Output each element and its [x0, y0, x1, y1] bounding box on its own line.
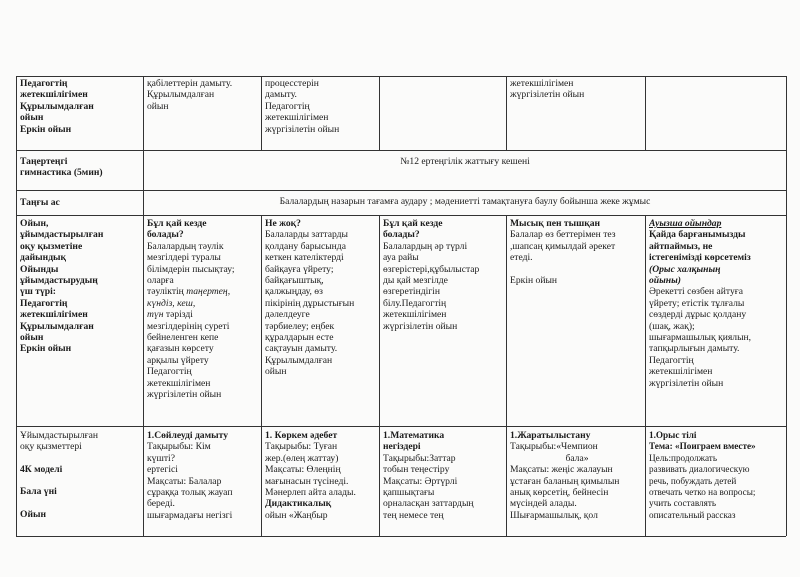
row1-label [20, 78, 140, 135]
text-line: байқауға үйрету; [265, 263, 334, 275]
text-line: үш түрі: [20, 286, 56, 298]
row1-col4 [510, 78, 642, 101]
text-line: арқылы үйрету [147, 354, 209, 366]
text-line: өзгеретіндігін [383, 286, 440, 298]
text-line: оқу қызметіне [20, 240, 83, 252]
text-line: тең немесе тең [383, 509, 444, 521]
table-border [261, 76, 262, 150]
text-line: ойын [20, 332, 44, 344]
table-border [645, 76, 646, 150]
table-border [261, 215, 262, 536]
text-line: береді. [147, 498, 175, 510]
row4-col4 [510, 218, 643, 286]
text-line [20, 475, 140, 486]
row4-label [20, 218, 140, 355]
text-line: Не жоқ? [265, 218, 301, 229]
text-line: Құрылымдалған [20, 100, 94, 112]
row1-col2 [265, 78, 377, 135]
text-line: Құрылымдалған [147, 89, 215, 101]
text-line: речь, побуждать детей [649, 475, 737, 486]
text-line: мезгілдерінің суреті [147, 320, 230, 332]
text-line: Тема: «Поиграем вместе» [649, 441, 756, 452]
row5-label [20, 430, 140, 520]
text-line: етеді. [510, 252, 533, 264]
row5-col3 [383, 430, 504, 521]
text-line: Бұл қай кезде [147, 218, 207, 229]
text-line: Тақырыбы: Туған [265, 441, 338, 453]
row5-col1 [147, 430, 260, 521]
text-line: жетекшілігімен [383, 309, 447, 321]
text-line: Құрылымдалған [265, 354, 333, 366]
text-line: айтпаймыз, не [649, 240, 713, 252]
text-line: 1.Жаратылыстану [510, 430, 591, 441]
text-line: 1.Математика [383, 430, 445, 441]
text-line: 1. Көркем әдебет [265, 430, 338, 441]
row5-col4 [510, 430, 644, 521]
row4-col3 [383, 218, 504, 332]
text-line: (Орыс халқының [649, 263, 721, 275]
text-line: ертегісі [147, 464, 178, 476]
text-run: тәрізді [163, 309, 193, 321]
text-line: жетекшілігімен [649, 366, 713, 378]
text-line: мағынасын түсінеді. [265, 475, 349, 487]
text-line: Әрекетті сөзбен айтуға [649, 286, 743, 298]
text-line: ұйымдастырылған [20, 229, 104, 241]
text-line: сақтауын дамыту. [265, 343, 338, 355]
text-line: ауа райы [383, 252, 419, 264]
text-line: пікірінің дұрыстығын [265, 297, 355, 309]
text-line: ,шапсаң қимылдай әрекет [510, 240, 616, 252]
text-line: істегенімізді көрсетеміз [649, 252, 751, 264]
text-line: бала» [565, 452, 589, 464]
text-line: жетекшілігімен [510, 78, 574, 89]
text-line: ойын [20, 112, 44, 124]
text-line: анық көрсетің, бейнесін [510, 487, 609, 499]
text-line: жетекшілігімен [20, 89, 88, 101]
text-line: описательный рассказ [649, 509, 736, 520]
text-line: Ойынды [20, 263, 59, 275]
text-line: күшті? [147, 452, 175, 464]
text-run: түн [147, 309, 164, 321]
text-line: білу.Педагогтің [383, 297, 447, 309]
text-line: тапқырлығын дамыту. [649, 343, 740, 355]
text-line: ұстаған баланың қимылын [510, 475, 620, 487]
text-line: ойыны) [649, 275, 681, 287]
table-border [786, 76, 787, 536]
text-line: қабілеттерін дамыту. [147, 78, 233, 89]
text-line: Ойын, [20, 218, 49, 229]
text-line: Тақырыбы: Кім [147, 441, 211, 453]
text-line: тобын теңестіру [383, 464, 450, 476]
text-line: Балаларды заттарды [265, 229, 348, 241]
text-line: Балалардың әр түрлі [383, 240, 468, 252]
table-border [16, 190, 786, 191]
text-line: Мақсаты: Әртүрлі [383, 475, 458, 487]
text-line: Мысық пен тышқан [510, 218, 601, 229]
text-line-mixed [147, 309, 260, 320]
text-line: Құрылымдалған [20, 320, 94, 332]
text-line: ұйымдастырудың [20, 275, 98, 287]
text-line: гимнастика (5мин) [20, 167, 103, 179]
text-line [20, 498, 140, 509]
text-line: Ұйымдастырылған [20, 430, 98, 441]
text-line: отвечать четко на вопросы; [649, 487, 756, 498]
text-line: Педагогтің [20, 78, 68, 89]
row1-col1 [147, 78, 259, 112]
text-line: ойын [265, 366, 287, 378]
text-line: қағазын көрсету [147, 343, 214, 355]
text-line: білімдерін пысықтау; [147, 263, 235, 275]
text-line: қалжыңдау, өз [265, 286, 323, 298]
text-line: Еркін ойын [20, 343, 72, 355]
text-line: Мақсаты: жеңіс жалауын [510, 464, 613, 476]
text-line: шығармадағы негізгі [147, 509, 233, 521]
row5-col5 [649, 430, 785, 521]
table-border [143, 76, 144, 536]
row5-col2 [265, 430, 377, 521]
text-line: дайындық [20, 252, 67, 264]
text-line: негіздері [383, 441, 421, 453]
table-border [16, 215, 786, 216]
text-line: Балалардың назарын тағамға аудару ; мәдениетті тамақтануға баулу бойынша жеке жұмыс [279, 196, 651, 207]
text-line: жетекшілігімен [20, 309, 88, 321]
row4-col2 [265, 218, 377, 378]
table-border [645, 215, 646, 536]
table-border [16, 426, 786, 427]
table-border [16, 76, 17, 536]
text-line: 1.Сөйлеуді дамыту [147, 430, 229, 441]
text-line: қапшықтағы [383, 487, 435, 499]
text-line: өзгерістері,құбылыстар [383, 263, 480, 275]
text-line: Педагогтің [20, 297, 68, 309]
text-line: Ойын [20, 508, 47, 520]
text-line: жетекшілігімен [265, 112, 329, 124]
text-line: Цель:продолжать [649, 452, 718, 463]
text-line: Бұл қай кезде [383, 218, 443, 229]
text-line: Мақсаты: Өлеңнің [265, 464, 341, 476]
text-line: 1.Орыс тілі [649, 430, 697, 440]
table-border [16, 536, 786, 537]
text-line: Мақсаты: Балалар [147, 475, 222, 487]
text-line-mixed [147, 286, 260, 297]
row4-col1 [147, 218, 260, 401]
text-line: Таңертеңгі [20, 156, 68, 167]
text-line: учить составлять [649, 498, 717, 509]
text-line: Балалар өз беттерімен тез [510, 229, 616, 241]
text-line: жүргізілетін ойын [383, 320, 458, 332]
text-line: үйрету; етістік тұлғалы [649, 297, 745, 309]
text-line: тәрбиелеу; еңбек [265, 320, 335, 332]
text-line: құралдарын есте [265, 332, 334, 344]
text-line: сұраққа толық жауап [147, 487, 233, 499]
text-line: жүргізілетін ойын [510, 89, 585, 101]
text-line: Қайда барғанымызды [649, 229, 746, 241]
text-line: 4К моделі [20, 463, 63, 475]
text-line: Еркін ойын [20, 123, 72, 135]
text-line: Бала үні [20, 486, 57, 498]
text-line: болады? [147, 229, 184, 241]
text-line: оқу қызметтері [20, 441, 82, 453]
text-line: жүргізілетін ойын [265, 123, 340, 135]
text-line: Педагогтің [147, 366, 192, 378]
table-border [16, 150, 786, 151]
text-line [20, 453, 140, 464]
text-line: ды қай мезгілде [383, 275, 448, 287]
row2-content [146, 156, 784, 167]
text-line: Мәнерлеп айта алады. [265, 487, 356, 499]
text-line: Дидактикалық [265, 498, 332, 510]
text-line: күндіз, кеш, [147, 297, 196, 309]
row2-label [20, 156, 140, 179]
text-line: Тақырыбы:«Чемпион [510, 441, 598, 453]
table-border [506, 76, 507, 150]
text-line [510, 264, 643, 275]
text-line: Шығармашылық, қол [510, 509, 598, 521]
text-line: Ауызша ойындар [649, 218, 722, 229]
text-line: Балалардың тәулік [147, 240, 224, 252]
text-run: таңертең, [186, 286, 231, 298]
row4-col5 [649, 218, 785, 389]
table-border [379, 76, 380, 150]
text-line: жүргізілетін ойын [147, 389, 222, 401]
text-line: дәлелдеуге [265, 309, 310, 321]
text-line: Педагогтің [649, 354, 694, 366]
text-line: Таңғы ас [20, 197, 60, 208]
text-line: орналасқан заттардың [383, 498, 474, 510]
text-line: №12 ертеңгілік жаттығу кешені [400, 156, 530, 167]
text-line: (шақ, жақ); [649, 320, 695, 332]
row3-content [146, 196, 784, 207]
text-line: жер.(өлең жаттау) [265, 452, 339, 464]
text-line: оларға [147, 275, 174, 287]
text-line: Тақырыбы:Заттар [383, 452, 456, 464]
text-line: процесстерін [265, 78, 319, 89]
text-run: тәуліктің [147, 286, 184, 298]
text-line: бейнеленген кепе [147, 332, 219, 344]
row3-label [20, 197, 140, 208]
table-border [379, 215, 380, 536]
text-line: кеткен кателіктерді [265, 252, 344, 264]
table-border [16, 76, 786, 77]
text-line: развивать диалогическую [649, 464, 750, 475]
text-line: ойын «Жаңбыр [265, 509, 328, 521]
text-line: жүргізілетін ойын [649, 377, 724, 389]
text-line: дамыту. [265, 89, 297, 101]
text-line: қолдану барысында [265, 240, 346, 252]
text-line: Еркін ойын [510, 274, 558, 286]
text-line: мүсіндей алады. [510, 498, 577, 510]
text-line: сөздерді дұрыс қолдану [649, 309, 747, 321]
text-line: Педагогтің [265, 100, 310, 112]
text-line: мезгілдері туралы [147, 252, 221, 264]
table-border [506, 215, 507, 536]
text-line: болады? [383, 229, 420, 241]
text-line: шығармашылық қиялын, [649, 332, 752, 344]
text-line: жетекшілігімен [147, 377, 211, 389]
text-line: ойын [147, 100, 169, 112]
text-line: байқағыштық, [265, 275, 324, 287]
